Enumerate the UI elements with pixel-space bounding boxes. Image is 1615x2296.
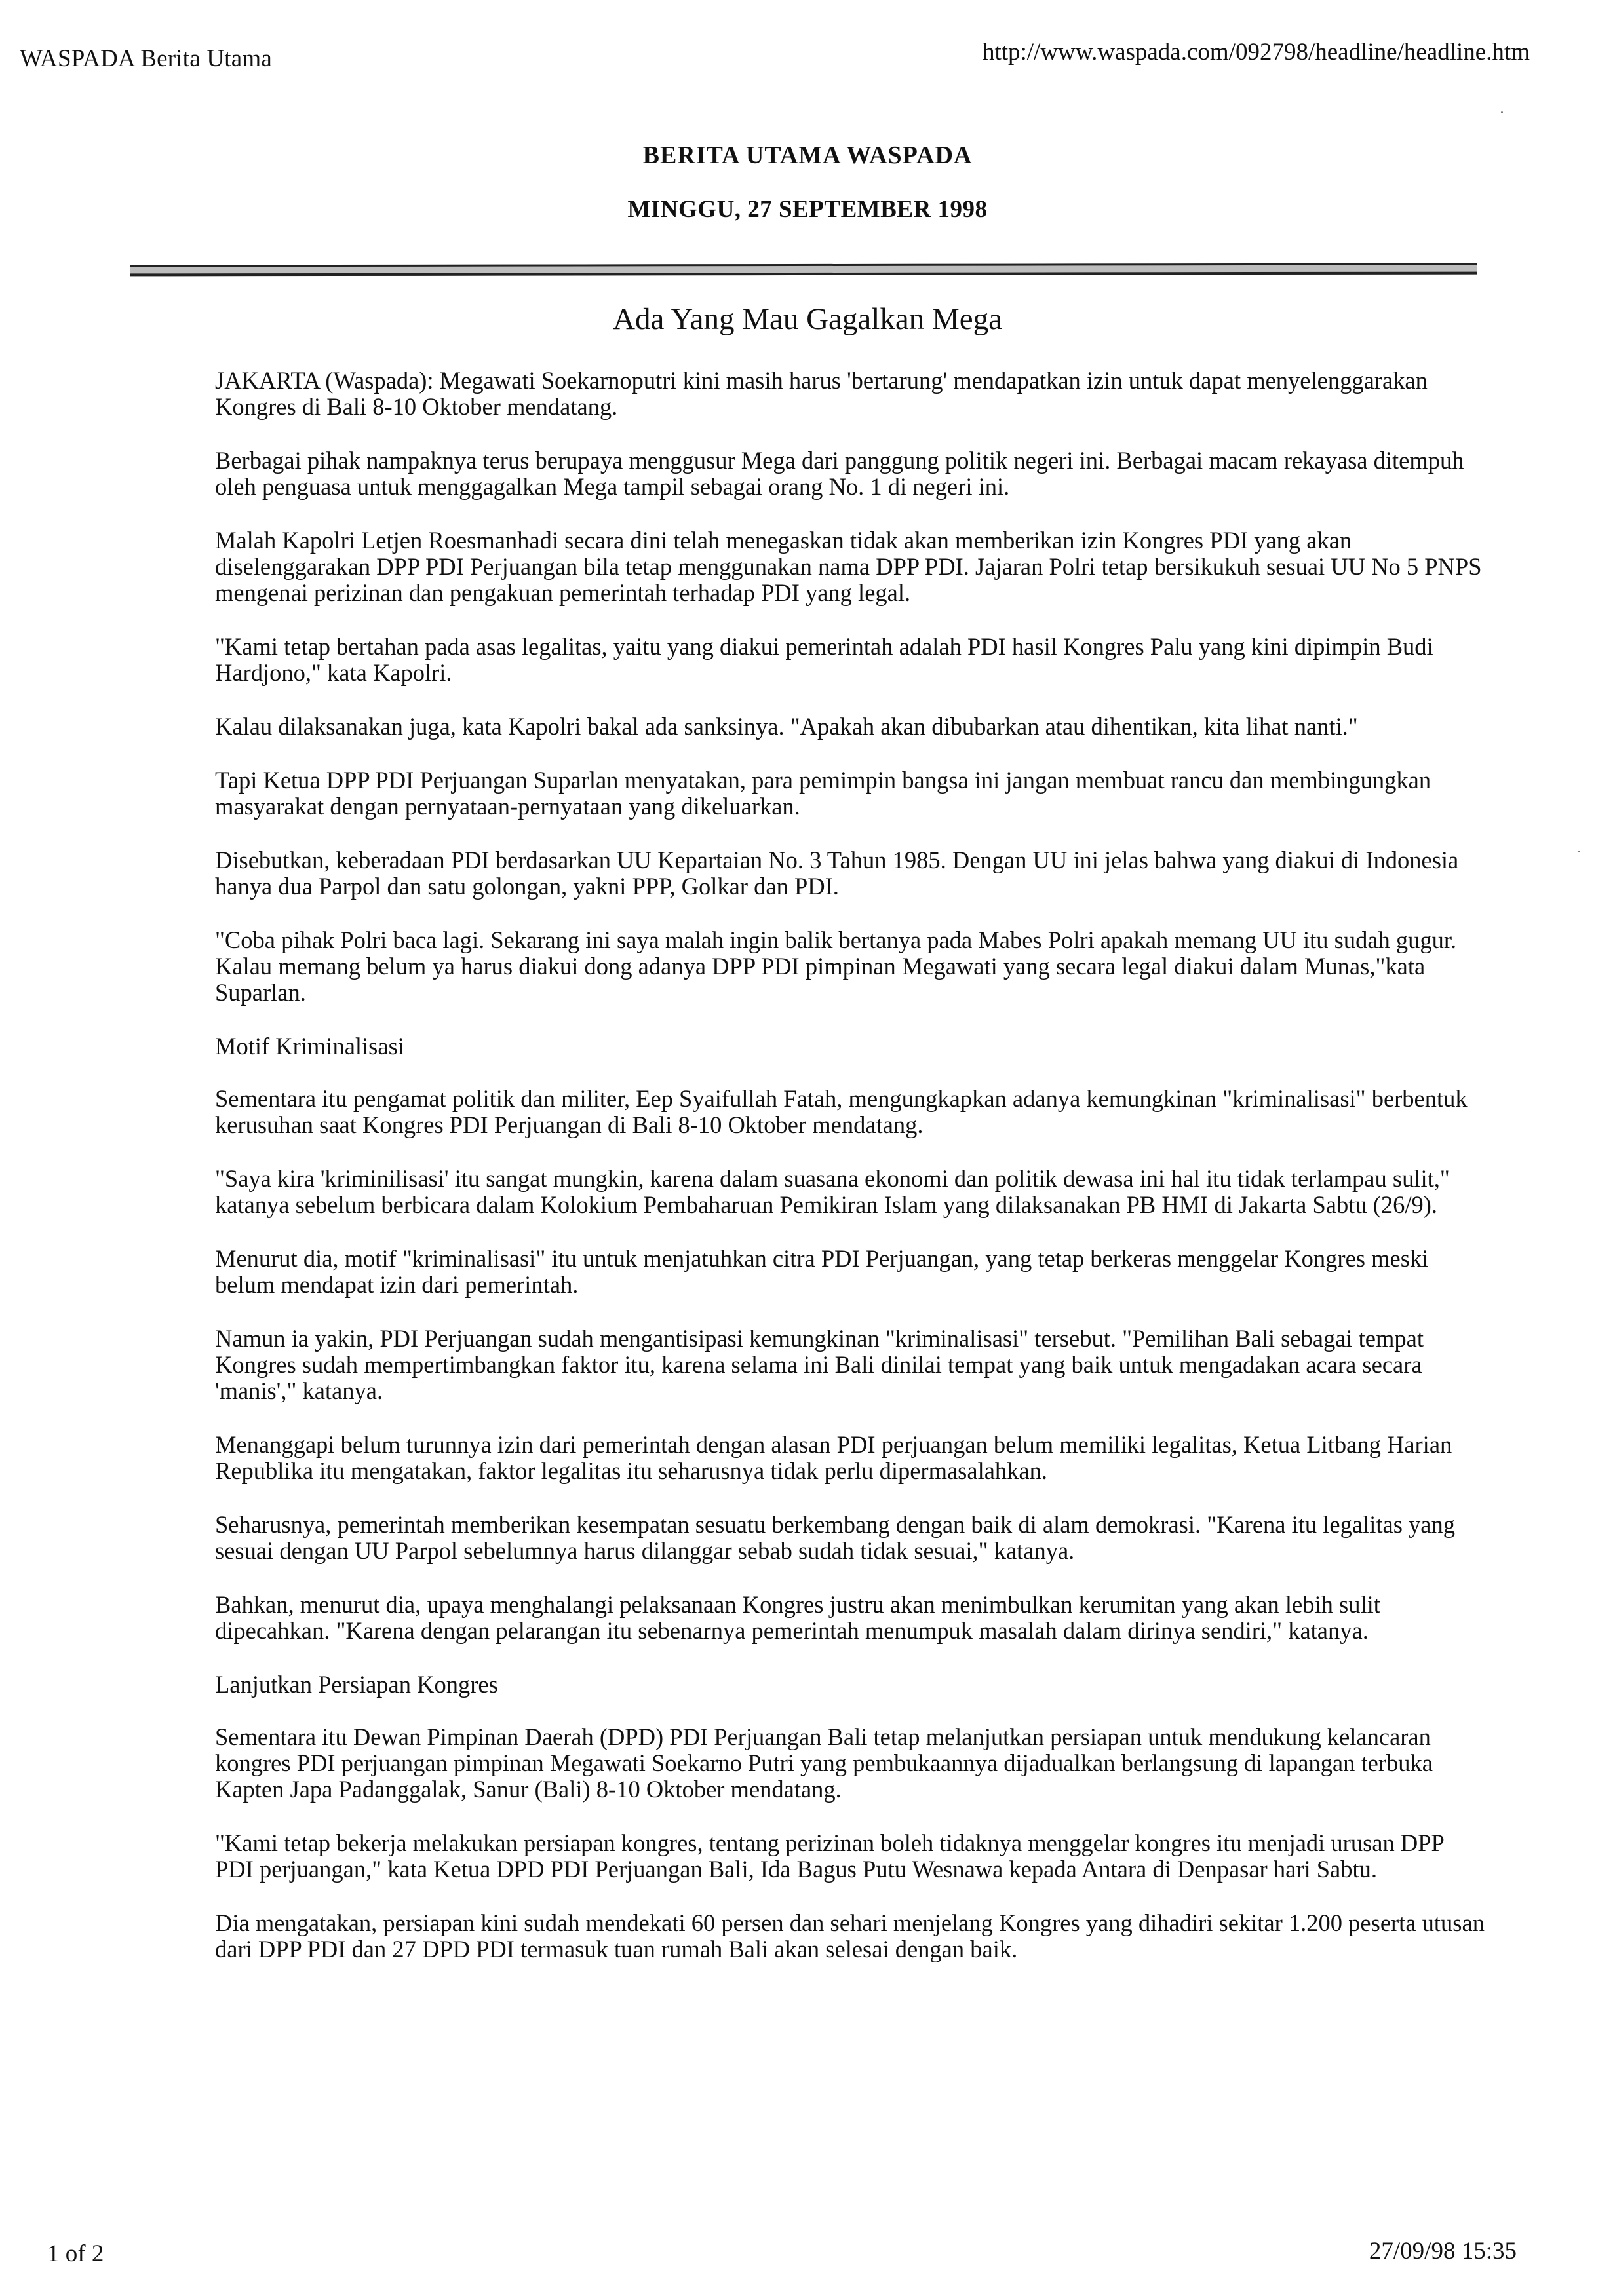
article-paragraph: JAKARTA (Waspada): Megawati Soekarnoputri kini masih harus 'bertarung' mendapatkan izin untuk dapat menyelenggarakan Kongres di Bali 8-10 Oktober mendatang.	[215, 367, 1428, 420]
article-paragraph: Menanggapi belum turunnya izin dari pemerintah dengan alasan PDI perjuangan belum memiliki legalitas, Ketua Litbang Harian Republika itu mengatakan, faktor legalitas itu seharusnya tidak perlu dipermasalahkan.	[215, 1431, 1452, 1484]
scan-speck	[1501, 111, 1503, 113]
article-paragraph: Tapi Ketua DPP PDI Perjuangan Suparlan menyatakan, para pemimpin bangsa ini jangan membuat rancu dan membingungkan masyarakat dengan pernyataan-pernyataan yang dikeluarkan.	[215, 767, 1431, 820]
article-paragraph: Sementara itu pengamat politik dan militer, Eep Syaifullah Fatah, mengungkapkan adanya kemungkinan "kriminalisasi" berbentuk kerusuhan saat Kongres PDI Perjuangan di Bali 8-10 Oktober mendatang.	[215, 1085, 1468, 1138]
article-paragraph: Menurut dia, motif "kriminalisasi" itu untuk menjatuhkan citra PDI Perjuangan, yang tetap berkeras menggelar Kongres meski belum mendapat izin dari pemerintah.	[215, 1245, 1429, 1298]
article-paragraph: "Kami tetap bekerja melakukan persiapan kongres, tentang perizinan boleh tidaknya menggelar kongres itu menjadi urusan DPP PDI perjuangan," kata Ketua DPD PDI Perjuangan Bali, Ida Bagus Putu Wesnawa kepada Antara di Denpasar hari Sabtu.	[215, 1829, 1444, 1883]
article-body	[215, 368, 1487, 1990]
print-header-url: http://www.waspada.com/092798/headline/headline.htm	[982, 39, 1530, 66]
masthead-title: BERITA UTAMA WASPADA	[642, 142, 973, 169]
page-indicator: 1 of 2	[47, 2240, 104, 2267]
article-paragraph: Kalau dilaksanakan juga, kata Kapolri bakal ada sanksinya. "Apakah akan dibubarkan atau dihentikan, kita lihat nanti."	[215, 713, 1358, 740]
article-paragraph: Malah Kapolri Letjen Roesmanhadi secara dini telah menegaskan tidak akan memberikan izin Kongres PDI yang akan diselenggarakan DPP PDI Perjuangan bila tetap menggunakan nama DPP PDI. Jajaran Polri tetap bersikukuh sesuai UU No 5 PNPS mengenai perizinan dan pengakuan pemerintah terhadap PDI yang legal.	[215, 527, 1482, 606]
article-subheading: Lanjutkan Persiapan Kongres	[215, 1671, 498, 1698]
article-paragraph: Namun ia yakin, PDI Perjuangan sudah mengantisipasi kemungkinan "kriminalisasi" tersebut. "Pemilihan Bali sebagai tempat Kongres sudah mempertimbangkan faktor itu, karena selama ini Bali dinilai tempat yang baik untuk mengadakan acara secara 'manis'," katanya.	[215, 1325, 1424, 1404]
article-subheading: Motif Kriminalisasi	[215, 1033, 404, 1060]
article-paragraph: Sementara itu Dewan Pimpinan Daerah (DPD) PDI Perjuangan Bali tetap melanjutkan persiapan untuk mendukung kelancaran kongres PDI perjuangan pimpinan Megawati Soekarno Putri yang pembukaannya dijadualkan berlangsung di lapangan terbuka Kapten Japa Padanggalak, Sanur (Bali) 8-10 Oktober mendatang.	[215, 1723, 1433, 1803]
masthead-date: MINGGU, 27 SEPTEMBER 1998	[627, 196, 988, 223]
horizontal-divider	[130, 263, 1477, 277]
article-headline: Ada Yang Mau Gagalkan Mega	[613, 302, 1002, 336]
article-paragraph: Dia mengatakan, persiapan kini sudah mendekati 60 persen dan sehari menjelang Kongres yang dihadiri sekitar 1.200 peserta utusan dari DPP PDI dan 27 DPD PDI termasuk tuan rumah Bali akan selesai dengan baik.	[215, 1909, 1485, 1962]
print-header-title: WASPADA Berita Utama	[20, 45, 272, 72]
article-paragraph: "Coba pihak Polri baca lagi. Sekarang ini saya malah ingin balik bertanya pada Mabes Polri apakah memang UU itu sudah gugur. Kalau memang belum ya harus diakui dong adanya DPP PDI pimpinan Megawati yang secara legal diakui dalam Munas,"kata Suparlan.	[215, 927, 1457, 1006]
article-paragraph: Disebutkan, keberadaan PDI berdasarkan UU Kepartaian No. 3 Tahun 1985. Dengan UU ini jelas bahwa yang diakui di Indonesia hanya dua Parpol dan satu golongan, yakni PPP, Golkar dan PDI.	[215, 847, 1459, 900]
scan-speck	[1578, 851, 1580, 852]
print-timestamp: 27/09/98 15:35	[1369, 2238, 1517, 2265]
article-paragraph: "Kami tetap bertahan pada asas legalitas, yaitu yang diakui pemerintah adalah PDI hasil Kongres Palu yang kini dipimpin Budi Hardjono," kata Kapolri.	[215, 633, 1433, 686]
article-paragraph: "Saya kira 'kriminilisasi' itu sangat mungkin, karena dalam suasana ekonomi dan politik dewasa ini hal itu tidak terlampau sulit," katanya sebelum berbicara dalam Kolokium Pembaharuan Pemikiran Islam yang dilaksanakan PB HMI di Jakarta Sabtu (26/9).	[215, 1165, 1450, 1218]
article-paragraph: Berbagai pihak nampaknya terus berupaya menggusur Mega dari panggung politik negeri ini. Berbagai macam rekayasa ditempuh oleh penguasa untuk menggagalkan Mega tampil sebagai orang No. 1 di negeri ini.	[215, 447, 1464, 500]
article-paragraph: Bahkan, menurut dia, upaya menghalangi pelaksanaan Kongres justru akan menimbulkan kerumitan yang akan lebih sulit dipecahkan. "Karena dengan pelarangan itu sebenarnya pemerintah menumpuk masalah dalam dirinya sendiri," katanya.	[215, 1591, 1380, 1644]
article-paragraph: Seharusnya, pemerintah memberikan kesempatan sesuatu berkembang dengan baik di alam demokrasi. "Karena itu legalitas yang sesuai dengan UU Parpol sebelumnya harus dilanggar sebab sudah tidak sesuai," katanya.	[215, 1511, 1455, 1564]
